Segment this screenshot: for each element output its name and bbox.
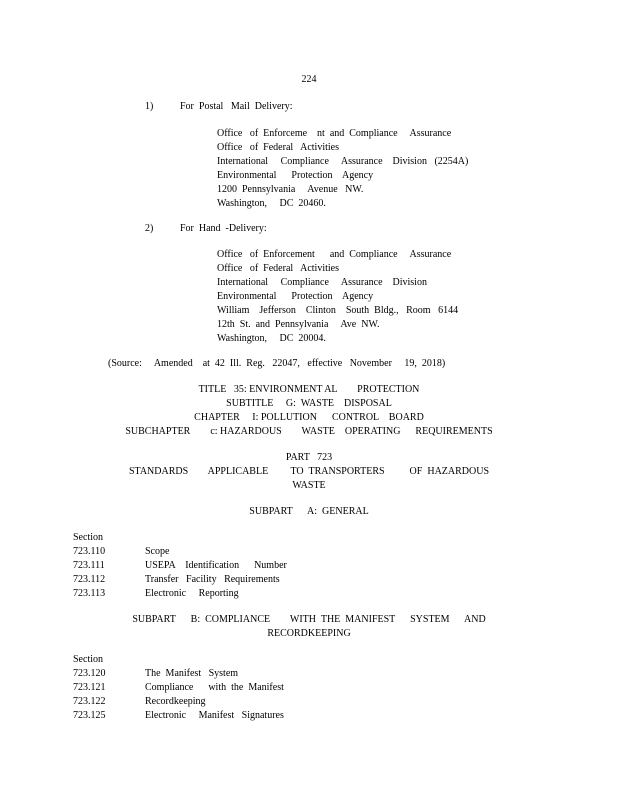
subpart-b-heading: SUBPART B: COMPLIANCE WITH THE MANIFEST SYSTEM AND xyxy=(132,614,486,625)
section-number: 723.122 xyxy=(73,696,106,707)
section-number: 723.113 xyxy=(73,588,106,599)
postal-item-number: 1) xyxy=(145,101,154,112)
source-note: (Source: Amended at 42 Ill. Reg. 22047, effective November 19, 2018) xyxy=(108,358,446,369)
section-title: Compliance with the Manifest xyxy=(145,682,284,693)
part-title: WASTE xyxy=(292,480,326,491)
hand-heading: For Hand -Delivery: xyxy=(180,223,267,234)
subpart-a-heading: SUBPART A: GENERAL xyxy=(249,506,369,517)
postal-address-line: Environmental Protection Agency xyxy=(217,170,374,181)
subtitle-heading: SUBTITLE G: WASTE DISPOSAL xyxy=(226,398,392,409)
title-heading: TITLE 35: ENVIRONMENT AL PROTECTION xyxy=(198,384,420,395)
section-title: The Manifest System xyxy=(145,668,239,679)
subchapter-heading: SUBCHAPTER c: HAZARDOUS WASTE OPERATING REQUIREMENTS xyxy=(125,426,493,437)
postal-address-line: Office of Enforceme nt and Compliance Assurance xyxy=(217,128,452,139)
hand-address-line: Environmental Protection Agency xyxy=(217,291,374,302)
section-title: Scope xyxy=(145,546,170,557)
postal-address-line: Office of Federal Activities xyxy=(217,142,340,153)
subpart-b-heading: RECORDKEEPING xyxy=(267,628,351,639)
page-number: 224 xyxy=(301,74,317,85)
hand-address-line: Washington, DC 20004. xyxy=(217,333,326,344)
hand-address-line: 12th St. and Pennsylvania Ave NW. xyxy=(217,319,380,330)
part-title: STANDARDS APPLICABLE TO TRANSPORTERS OF HAZARDOUS xyxy=(128,466,490,477)
part-heading: PART 723 xyxy=(285,452,333,463)
section-number: 723.125 xyxy=(73,710,106,721)
postal-address-line: Washington, DC 20460. xyxy=(217,198,326,209)
hand-item-number: 2) xyxy=(145,223,154,234)
hand-address-line: International Compliance Assurance Division xyxy=(217,277,427,288)
section-title: Electronic Manifest Signatures xyxy=(145,710,284,721)
hand-address-line: Office of Federal Activities xyxy=(217,263,340,274)
section-title: Transfer Facility Requirements xyxy=(145,574,280,585)
postal-heading: For Postal Mail Delivery: xyxy=(180,101,293,112)
section-label: Section xyxy=(73,654,103,665)
section-number: 723.121 xyxy=(73,682,106,693)
section-number: 723.111 xyxy=(73,560,105,571)
section-number: 723.110 xyxy=(73,546,106,557)
postal-address-line: International Compliance Assurance Division (2254A) xyxy=(217,156,469,167)
section-title: USEPA Identification Number xyxy=(145,560,287,571)
section-number: 723.112 xyxy=(73,574,106,585)
postal-address-line: 1200 Pennsylvania Avenue NW. xyxy=(217,184,364,195)
section-label: Section xyxy=(73,532,103,543)
section-number: 723.120 xyxy=(73,668,106,679)
section-title: Recordkeeping xyxy=(145,696,206,707)
chapter-heading: CHAPTER I: POLLUTION CONTROL BOARD xyxy=(194,412,424,423)
section-title: Electronic Reporting xyxy=(145,588,239,599)
hand-address-line: Office of Enforcement and Compliance Assurance xyxy=(217,249,452,260)
hand-address-line: William Jefferson Clinton South Bldg., Room 6144 xyxy=(217,305,459,316)
